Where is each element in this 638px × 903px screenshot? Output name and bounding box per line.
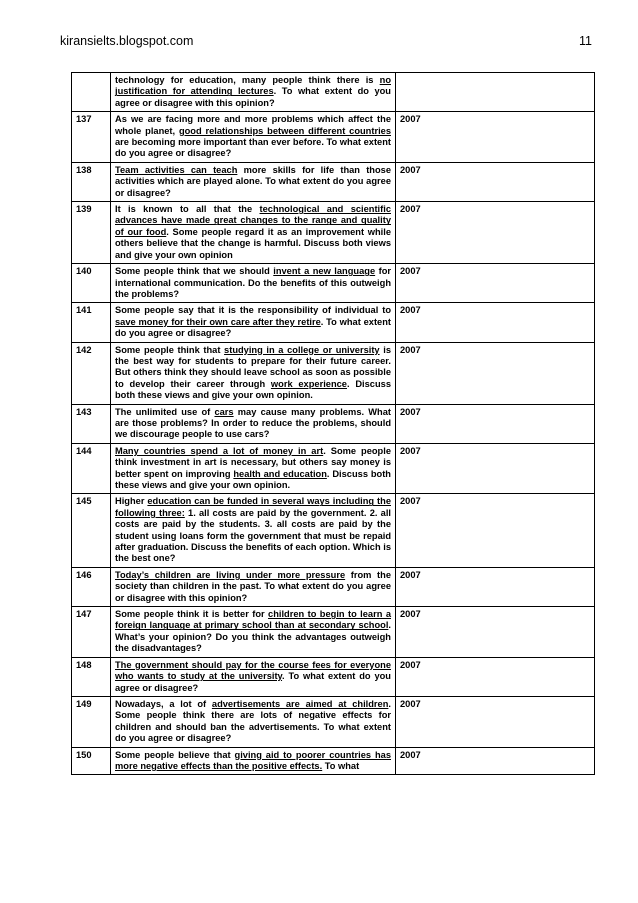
table-row [72,342,595,404]
topic-year: 2007 [396,443,595,494]
question-text: . Some people think there are lots of negative effects for children and should ban the advertisements. To what extent do you agree or disagree? [115,698,391,744]
topic-year: 2007 [396,494,595,567]
question-text: . Some people think investment in art is necessary, but others say money is better spent on improving [115,445,391,479]
question-text: Some people believe that [115,749,235,760]
table-row [72,112,595,163]
topic-number: 146 [72,567,111,606]
table-row [72,202,595,264]
underlined-phrase: invent a new language [273,266,376,277]
topic-number: 149 [72,696,111,747]
topic-number: 147 [72,607,111,658]
underlined-phrase: advertisements are aimed at children [211,698,389,709]
question-text: It is known to all that the [115,204,260,215]
topic-number: 141 [72,303,111,342]
question-text: . To what extent do you agree or disagree? [115,671,391,693]
question-text: are becoming more important than ever before. To what extent do you agree or disagree? [115,137,391,159]
question-text: . What’s your opinion? Do you think the advantages outweigh the disadvantages? [115,620,391,654]
topic-year: 2007 [396,607,595,658]
topic-number: 142 [72,342,111,404]
underlined-phrase: health and education [233,468,327,479]
topic-question [111,657,396,696]
table-row [72,657,595,696]
underlined-phrase: work experience [270,378,347,389]
question-text: Nowadays, a lot of [115,698,212,709]
topic-number: 143 [72,404,111,443]
topic-year: 2007 [396,264,595,303]
topic-question [111,202,396,264]
question-text: Some people think it is better for [115,609,269,620]
topic-question [111,73,396,112]
topic-year: 2007 [396,657,595,696]
question-text: more skills for life than those activities which are played alone. To what extent do you agree or disagree? [115,164,391,198]
essay-topics-table [71,72,595,775]
blog-url: kiransielts.blogspot.com [60,34,194,48]
underlined-phrase: no justification for attending lectures [115,75,391,97]
topic-year: 2007 [396,112,595,163]
topic-year: 2007 [396,404,595,443]
table-row [72,747,595,775]
underlined-phrase: The government should pay for the course fees for everyone who wants to study at the university [115,659,391,682]
topic-question [111,162,396,201]
topic-question [111,404,396,443]
question-text: . Some people regard it as an improvement while others believe that the change is harmful. Discuss both views and give your own opinion [115,226,391,260]
topic-year: 2007 [396,342,595,404]
question-text: Some people think that [115,344,225,355]
underlined-phrase: good relationships between different countries [178,125,391,136]
topic-year: 2007 [396,162,595,201]
topic-question [111,303,396,342]
underlined-phrase: Team activities can teach [115,164,238,175]
underlined-phrase: Many countries spend a lot of money in art [115,445,324,456]
question-text: As we are facing more and more problems which affect the whole planet, [115,114,391,136]
topic-year: 2007 [396,696,595,747]
question-text: The unlimited use of [115,406,215,417]
topic-question [111,112,396,163]
question-text: 1. all costs are paid by the government. 2. all costs are paid by the students. 3. all costs are paid by the student using loans form the government that must be repaid after graduation. Discuss the benefits of each option. Which is the best one? [115,507,391,564]
question-text: . To what extent do you agree or disagree? [115,316,391,339]
table-row [72,404,595,443]
question-text: technology for education, many people think there is [115,75,380,85]
question-text: . Discuss both these views and give your own opinion. [115,378,391,401]
question-text: . To what extent do you agree or disagree with this opinion? [115,86,391,108]
table-row [72,264,595,303]
question-text: Some people think that we should [115,266,274,277]
topic-year: 2007 [396,303,595,342]
underlined-phrase: giving aid to poorer countries has more negative effects than the positive effects. [115,749,391,771]
topic-year: 2007 [396,567,595,606]
topic-year: 2007 [396,747,595,775]
topic-number: 139 [72,202,111,264]
topic-question [111,264,396,303]
underlined-phrase: Today’s children are living under more pressure [115,569,346,580]
underlined-phrase: cars [214,406,234,417]
topic-year: 2007 [396,202,595,264]
topic-number: 138 [72,162,111,201]
topic-year [396,73,595,112]
topic-question [111,342,396,404]
table-row [72,443,595,494]
underlined-phrase: save money for their own care after they retire [115,316,321,327]
topic-question [111,607,396,658]
table-row [72,162,595,201]
question-text: is the best way for students to prepare for their future career. But others think they should leave school as soon as possible to develop their career through [115,344,391,389]
underlined-phrase: studying in a college or university [224,344,380,355]
table-row [72,73,595,112]
question-text: from the society than children in the past. To what extent do you agree or disagree with this opinion? [115,569,391,603]
table-row [72,303,595,342]
topic-number: 137 [72,112,111,163]
question-text: Higher [115,496,148,507]
question-text: may cause many problems. What are those problems? In order to reduce the problems, should we discourage people to use cars? [115,406,391,440]
underlined-phrase: education can be funded in several ways including the following three: [115,496,391,518]
topic-number [72,73,111,112]
underlined-phrase: children to begin to learn a foreign language at primary school than at secondary school [115,609,391,631]
topic-question [111,494,396,567]
table-row [72,567,595,606]
table-body [72,73,595,775]
question-text: To what [322,760,360,771]
topic-question [111,443,396,494]
topic-number: 150 [72,747,111,775]
table-row [72,696,595,747]
topic-question [111,747,396,775]
topic-number: 148 [72,657,111,696]
topic-question [111,567,396,606]
table-row [72,607,595,658]
question-text: for international communication. Do the benefits of this outweigh the problems? [115,266,391,299]
underlined-phrase: technological and scientific advances have made great changes to the range and quality of our food [115,204,391,237]
table-row [72,494,595,567]
topic-number: 145 [72,494,111,567]
topic-question [111,696,396,747]
page-number: 11 [579,34,592,48]
topic-number: 140 [72,264,111,303]
question-text: Some people say that it is the responsibility of individual to [115,305,391,316]
question-text: . Discuss both these views and give your own opinion. [115,468,391,490]
topic-number: 144 [72,443,111,494]
